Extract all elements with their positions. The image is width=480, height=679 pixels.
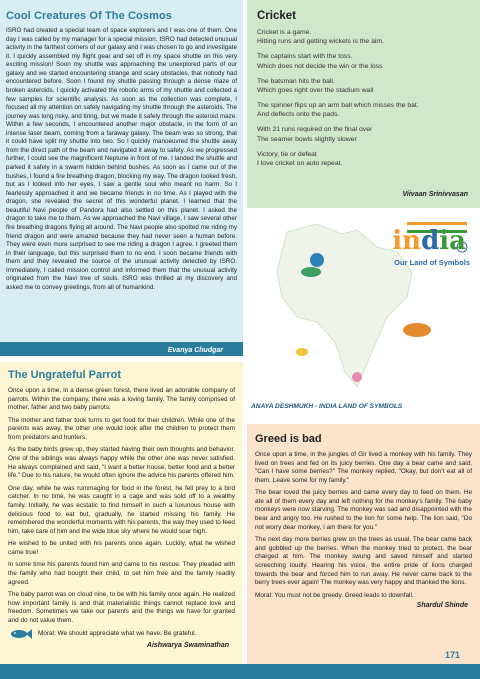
parrot-paragraph: One day, while he was rummaging for food in the forest, he fell prey to a bird catcher. In no time, he was caught in a cage and was sold off to a wealthy family. Initially, he was ecstatic to find himself in such a luxurious house with delicious food to eat but, gradually, he started missing his family. He remembered the wonderful moments with his parents, the way they used to feed him, take care of him and the wide blue sky where he would soar high. [8, 484, 235, 535]
fish-icon [10, 628, 32, 640]
cosmos-story [0, 0, 243, 356]
footer-bar [0, 664, 480, 679]
parrot-story [0, 362, 243, 664]
parrot-paragraph: The baby parrot was on cloud nine, to be with his family once again. He realized how important family is and that materialistic things cannot replace love and freedom. Sometimes we take our parents and the things we have for granted and do not value them. [8, 591, 235, 624]
greed-paragraph: The bear loved the juicy berries and came every day to feed on them. He ate all of them every day and left nothing for the monkey's family. The baby monkeys were now starving. The monkey was sad and disappointed with the bear and angry too. He rushed to the lion for some help. The lion said, "Do not worry dear monkey, I am there for you." [255, 489, 472, 531]
poster-caption: ANAYA DESHMUKH - INDIA LAND OF SYMBOLS [251, 403, 403, 410]
parrot-paragraph: As the baby birds grew up, they started having their own thoughts and behavior. One of the siblings was always happy while the other one was never satisfied. He always complained and said, "I want a better house, better food and a better life." Due to his nature, he would often ignore the advice his parents offered him. [8, 446, 235, 480]
cricket-stanza: The captains start with the toss. Which does not decide the win or the loss [257, 53, 383, 70]
greed-paragraph: Once upon a time, in the jungles of Gir lived a monkey with his family. They lived on trees and fed on its juicy berries. One day a bear came and said, "Can I have some berries?" The monkey replied, "Okay, but don't eat all of them. Leave some for my family." [255, 451, 472, 484]
cricket-stanza: With 21 runs required on the final over The seamer bowls slightly slower [257, 126, 373, 143]
cricket-stanza: The batsman hits the ball. Which goes right over the stadium wall [257, 77, 374, 94]
greed-moral: Moral: You must not be greedy. Greed leads to downfall. [255, 591, 414, 599]
parrot-paragraph: He wished to be united with his parents once again. Luckily, what he wished came true! [8, 540, 235, 556]
cosmos-body: ISRO had created a special team of space explorers and I was one of them. One day I was called by my manager for a special mission. ISRO had detected unusual activity in the farthest corners of our galaxy and I was chosen to go and investigate it. I quickly assembled my flight gear and set off in my space shuttle on this very exciting mission! Soon my shuttle was approaching the unexplored parts of our galaxy and we started encountering strange and scary obstacles, that nobody had encountered before. Soon I found my shuttle passing through a dense maze of broken asteroids. I quickly activated the robotic arms of my shuttle and collected a few samples for scientific analysis. As soon as the collection was complete, I focused all my attention on safely navigating my shuttle through the asteroids. The journey was long risky, and tiring, but we made it safely through the asteroid maze. Within a few seconds, I encountered another major obstacle, in the form of an intense laser beam, coming from a faraway galaxy. The beam was so strong, that it could have split my shuttle into two. So I quickly manoeuvred the shuttle away from the direct path of the beam and navigated it away to safety. As we progressed further, I could see the magnificent Neptune in front of me. I landed the shuttle and parked it safely in a swarm hidden behind bushes. As soon as I came out of the bushes, I found a fire breathing dragon, blocking my way. The dragon looked fresh, but as I looked into her eyes, I saw a gentle soul who meant no harm. So I fearlessly approached it and we became friends in no time. As I played with the dragon, she revealed the secret of this wonderful planet. I learned that the beautiful Navi people of Pandora had also settled on this planet. I asked the dragon to take me to them. As we approached the Navi village, I saw several other fire breathing dragons flying all around. The Navi people also spotted me riding my friend dragon and were amazed because they had never seen a human before. They were even more surprised to see me riding a dragon I agree. I greeted them in their language, but this surprised them to no end. I soon became friends with them and they revealed the source of the unusual activity detected by ISRO. Immediately, I called mission control and informed them that the unusual activity originated from the Navi tree of souls. ISRO was thrilled at my discovery and asked me to convey greetings, from all of humankind. [6, 27, 237, 291]
cosmos-author-bar [0, 342, 243, 356]
parrot-title: The Ungrateful Parrot [8, 369, 122, 381]
poster-subtitle: Our Land of Symbols [394, 258, 470, 267]
greed-title: Greed is bad [255, 433, 322, 445]
parrot-paragraph: Once upon a time, in a dense green forest, there lived an adorable company of parrots. Within the company, there was a loving family. The family comprised of mother, father and two baby parrots. [8, 387, 235, 412]
page-number: 171 [444, 650, 460, 660]
cricket-title: Cricket [257, 10, 296, 22]
parrot-author: Aishwarya Swaminathan [146, 642, 229, 650]
parrot-moral: Moral: We should appreciate what we have. Be grateful. [38, 630, 197, 638]
cricket-stanza: The spinner flips up an arm ball which misses the bat. And deflects onto the pads. [257, 102, 419, 119]
cosmos-title: Cool Creatures Of The Cosmos [6, 10, 172, 22]
parrot-paragraph: In some time his parents found him and came to his rescue. They pleaded with the family who had bought their child, to set him free and the family readily agreed. [8, 561, 235, 586]
poster-title: india [392, 226, 466, 256]
cricket-author: Viivaan Srinivvasan [402, 191, 468, 198]
greed-author: Shardul Shinde [416, 602, 468, 610]
cricket-poem [247, 0, 480, 208]
cosmos-author: Evanya Chudgar [167, 347, 223, 354]
parrot-moral-row [8, 630, 235, 637]
cricket-stanza: Cricket is a game. Hitting runs and getting wickets is the aim. [257, 29, 384, 46]
cricket-stanza: Victory, tie or defeat I love cricket on auto repeat. [257, 150, 343, 167]
greed-story [247, 424, 480, 664]
greed-paragraph: The next day more berries grew on the trees as usual. The bear came back and gobbled up the berries. When the monkey tried to protect, the bear charged at him. The monkey swung and saved himself and started screeching loudly. Hearing his voice, the entire pride of lions charged towards the bear and forced him to run away. He never came back to the berry trees ever again! The monkey was very happy and thanked the lions. [255, 536, 472, 587]
parrot-paragraph: The mother and father took turns to get food for their children. While one of the parents was away, the other one would look after the children to protect them from predators and hunters. [8, 416, 235, 441]
india-poster [247, 212, 480, 412]
